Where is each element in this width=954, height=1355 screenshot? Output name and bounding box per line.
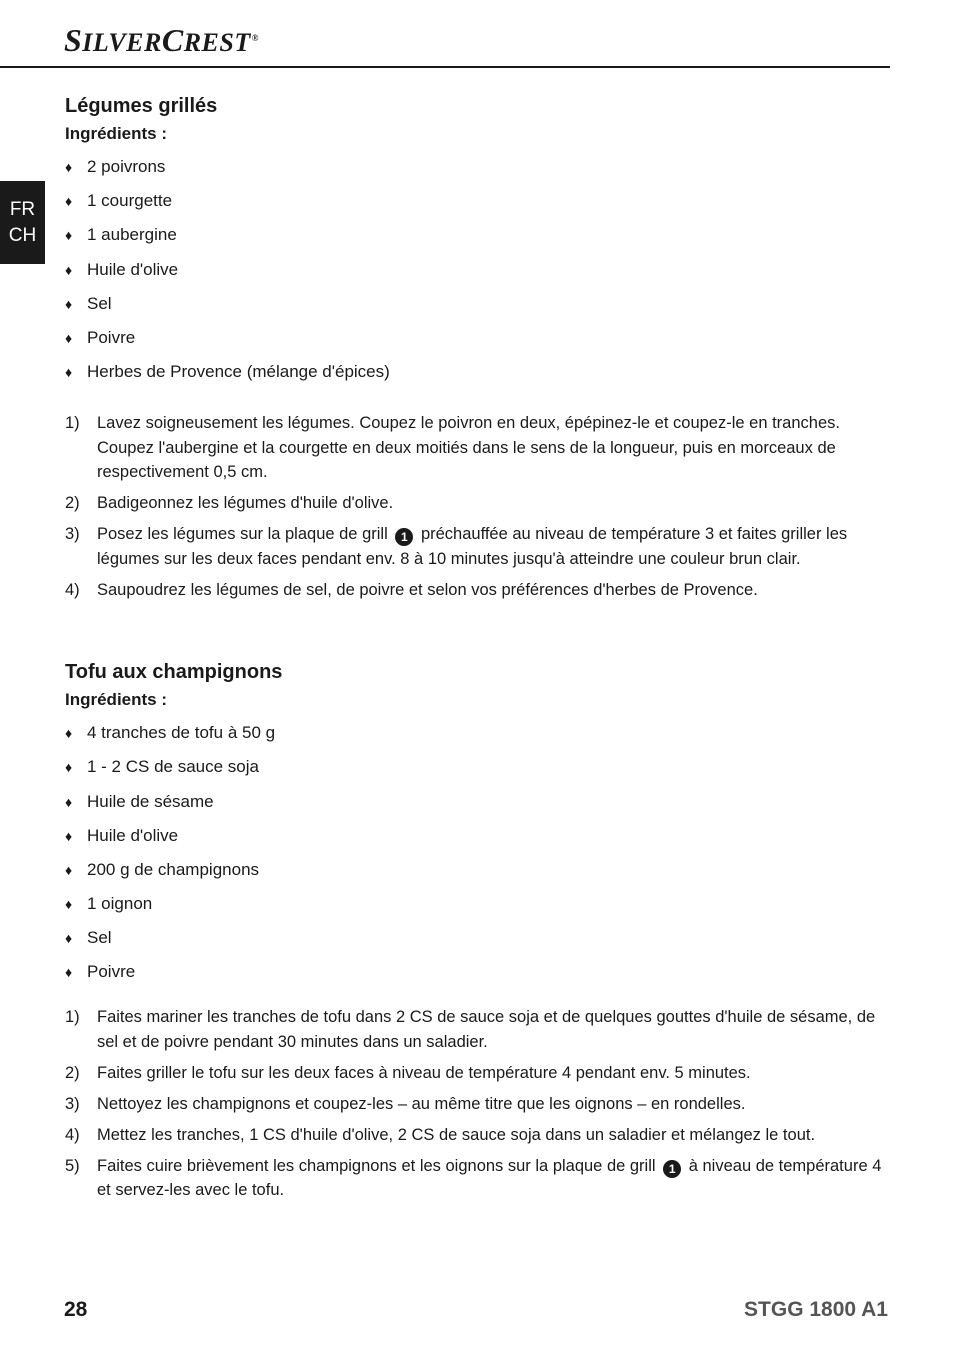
ingredient-list — [65, 720, 891, 985]
diamond-bullet-icon: ♦ — [65, 295, 73, 312]
list-item: ♦ Poivre — [65, 959, 891, 985]
page-content — [65, 92, 891, 1209]
ingredients-heading: Ingrédients : — [65, 690, 168, 710]
list-item: ♦ 1 courgette — [65, 188, 891, 214]
list-item: ♦ 1 aubergine — [65, 222, 891, 248]
model-number: STGG 1800 A1 — [744, 1298, 888, 1321]
step-item: 3) Posez les légumes sur la plaque de grill 1 préchauffée au niveau de température 3 et faites griller les légumes sur les deux faces pendant env. 8 à 10 minutes jusqu'à atteindre une couleur brun clair. — [65, 525, 848, 568]
step-item: 3) Nettoyez les champignons et coupez-les – au même titre que les oignons – en rondelles. — [65, 1094, 746, 1113]
list-item: ♦ Poivre — [65, 325, 891, 351]
diamond-bullet-icon: ♦ — [65, 329, 73, 346]
diamond-bullet-icon: ♦ — [65, 930, 73, 947]
diamond-bullet-icon: ♦ — [65, 364, 73, 381]
language-tab-fr: FR — [9, 198, 36, 220]
list-item: ♦ Sel — [65, 925, 891, 951]
list-item: ♦ Sel — [65, 291, 891, 317]
diamond-bullet-icon: ♦ — [65, 227, 73, 244]
page-number: 28 — [64, 1298, 88, 1321]
diamond-bullet-icon: ♦ — [65, 159, 73, 175]
silvercrest-logo: SILVERCREST® — [64, 22, 259, 58]
ingredient-list — [65, 154, 891, 385]
list-item: ♦ 200 g de champignons — [65, 857, 891, 883]
recipe-legumes-grilles — [65, 92, 891, 602]
list-item: ♦ Huile de sésame — [65, 789, 891, 815]
diamond-bullet-icon: ♦ — [65, 193, 73, 210]
list-item: ♦ 4 tranches de tofu à 50 g — [65, 720, 891, 746]
recipe-tofu-aux-champignons — [65, 658, 891, 1203]
diamond-bullet-icon: ♦ — [65, 725, 73, 742]
grill-plate-reference-icon: 1 — [395, 528, 413, 546]
header-rule — [0, 66, 890, 68]
step-list — [65, 1005, 891, 1203]
recipe-title: Légumes grillés — [65, 95, 218, 117]
step-item: 1) Lavez soigneusement les légumes. Coupez le poivron en deux, épépinez-le et coupez-le en tranches. Coupez l'aubergine et la courgette en deux moitiés dans le sens de la longueur, puis en morceaux de respectivement 0,5 cm. — [65, 414, 840, 482]
list-item: ♦ Herbes de Provence (mélange d'épices) — [65, 359, 891, 385]
step-list — [65, 411, 891, 602]
diamond-bullet-icon: ♦ — [65, 759, 73, 776]
language-tab — [0, 181, 45, 264]
diamond-bullet-icon: ♦ — [65, 964, 73, 981]
step-item: 2) Badigeonnez les légumes d'huile d'olive. — [65, 494, 394, 513]
recipe-title: Tofu aux champignons — [65, 661, 283, 684]
language-tab-ch: CH — [8, 224, 37, 246]
step-item: 1) Faites mariner les tranches de tofu dans 2 CS de sauce soja et de quelques gouttes d'huile de sésame, de sel et de poivre pendant 30 minutes dans un saladier. — [65, 1008, 876, 1051]
ingredients-heading: Ingrédients : — [65, 124, 168, 143]
list-item: ♦ Huile d'olive — [65, 823, 891, 849]
list-item: ♦ 1 - 2 CS de sauce soja — [65, 754, 891, 780]
diamond-bullet-icon: ♦ — [65, 896, 73, 913]
diamond-bullet-icon: ♦ — [65, 861, 73, 878]
list-item: ♦ Huile d'olive — [65, 257, 891, 283]
diamond-bullet-icon: ♦ — [65, 793, 73, 810]
list-item: ♦ 2 poivrons — [65, 154, 891, 180]
list-item: ♦ 1 oignon — [65, 891, 891, 917]
diamond-bullet-icon: ♦ — [65, 827, 73, 844]
step-item: 2) Faites griller le tofu sur les deux faces à niveau de température 4 pendant env. 5 minutes. — [65, 1063, 751, 1082]
step-item: 4) Mettez les tranches, 1 CS d'huile d'olive, 2 CS de sauce soja dans un saladier et mélangez le tout. — [65, 1125, 816, 1144]
grill-plate-reference-icon: 1 — [663, 1160, 681, 1178]
step-item: 4) Saupoudrez les légumes de sel, de poivre et selon vos préférences d'herbes de Provence. — [65, 580, 758, 599]
diamond-bullet-icon: ♦ — [65, 261, 73, 278]
step-item: 5) Faites cuire brièvement les champignons et les oignons sur la plaque de grill 1 à niveau de température 4 et servez-les avec le tofu. — [65, 1156, 882, 1200]
